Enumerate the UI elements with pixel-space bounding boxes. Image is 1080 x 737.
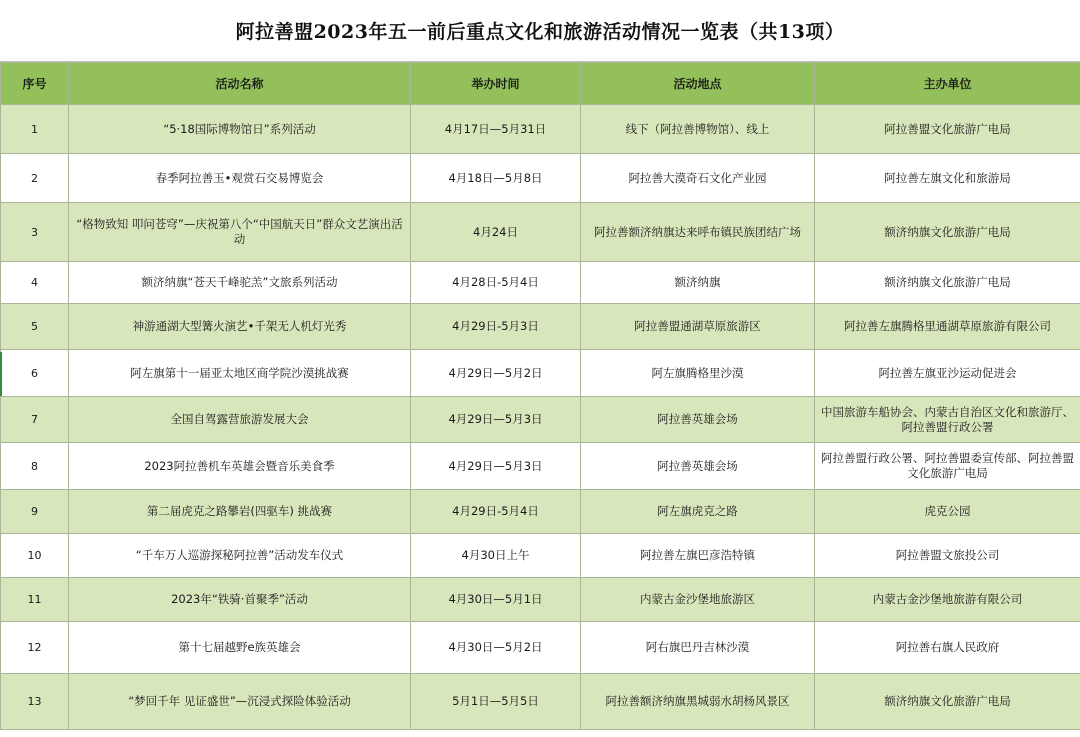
cell-host[interactable]: 额济纳旗文化旅游广电局	[815, 203, 1080, 262]
cell-num[interactable]: 11	[1, 578, 69, 622]
cell-num[interactable]: 1	[1, 105, 69, 154]
cell-num[interactable]: 2	[1, 154, 69, 203]
cell-activity-name[interactable]: 春季阿拉善玉•观赏石交易博览会	[69, 154, 411, 203]
cell-time[interactable]: 4月29日—5月2日	[411, 350, 581, 397]
cell-activity-name[interactable]: 全国自驾露营旅游发展大会	[69, 397, 411, 443]
cell-host[interactable]: 阿拉善右旗人民政府	[815, 622, 1080, 674]
cell-place[interactable]: 阿右旗巴丹吉林沙漠	[581, 622, 815, 674]
cell-host[interactable]: 中国旅游车船协会、内蒙古自治区文化和旅游厅、阿拉善盟行政公署	[815, 397, 1080, 443]
cell-activity-name[interactable]: 额济纳旗“苍天千峰驼羔”文旅系列活动	[69, 262, 411, 304]
sheet-title: 阿拉善盟2023年五一前后重点文化和旅游活动情况一览表（共13项）	[235, 21, 845, 43]
cell-place[interactable]: 额济纳旗	[581, 262, 815, 304]
cell-num[interactable]: 10	[1, 534, 69, 578]
cell-num[interactable]: 3	[1, 203, 69, 262]
header-cell-num[interactable]: 序号	[1, 63, 69, 105]
cell-time[interactable]: 4月18日—5月8日	[411, 154, 581, 203]
cell-num[interactable]: 4	[1, 262, 69, 304]
table-row	[1, 105, 1080, 154]
activity-table	[0, 62, 1080, 730]
table-row	[1, 304, 1080, 350]
cell-place[interactable]: 阿左旗腾格里沙漠	[581, 350, 815, 397]
cell-activity-name[interactable]: 第十七届越野e族英雄会	[69, 622, 411, 674]
cell-time[interactable]: 4月30日上午	[411, 534, 581, 578]
cell-time[interactable]: 5月1日—5月5日	[411, 674, 581, 730]
header-cell-name[interactable]: 活动名称	[69, 63, 411, 105]
cell-time[interactable]: 4月30日—5月1日	[411, 578, 581, 622]
cell-num[interactable]: 12	[1, 622, 69, 674]
cell-host[interactable]: 阿拉善左旗文化和旅游局	[815, 154, 1080, 203]
cell-host[interactable]: 阿拉善盟文旅投公司	[815, 534, 1080, 578]
cell-activity-name[interactable]: 神游通湖大型篝火演艺•千架无人机灯光秀	[69, 304, 411, 350]
cell-host[interactable]: 虎克公园	[815, 490, 1080, 534]
cell-time[interactable]: 4月29日—5月3日	[411, 443, 581, 490]
header-row	[1, 63, 1080, 105]
cell-time[interactable]: 4月28日-5月4日	[411, 262, 581, 304]
cell-host[interactable]: 阿拉善左旗亚沙运动促进会	[815, 350, 1080, 397]
cell-time[interactable]: 4月24日	[411, 203, 581, 262]
cell-activity-name[interactable]: “5·18国际博物馆日”系列活动	[69, 105, 411, 154]
cell-num[interactable]: 8	[1, 443, 69, 490]
table-row	[1, 397, 1080, 443]
cell-place[interactable]: 阿拉善英雄会场	[581, 443, 815, 490]
cell-activity-name[interactable]: 2023阿拉善机车英雄会暨音乐美食季	[69, 443, 411, 490]
cell-place[interactable]: 阿拉善盟通湖草原旅游区	[581, 304, 815, 350]
table-row	[1, 674, 1080, 730]
table-row	[1, 534, 1080, 578]
cell-host[interactable]: 阿拉善盟文化旅游广电局	[815, 105, 1080, 154]
table-row	[1, 490, 1080, 534]
cell-time[interactable]: 4月17日—5月31日	[411, 105, 581, 154]
selected-cell-edge-marker	[0, 352, 2, 396]
cell-num[interactable]: 9	[1, 490, 69, 534]
table-row	[1, 443, 1080, 490]
cell-host[interactable]: 额济纳旗文化旅游广电局	[815, 674, 1080, 730]
cell-activity-name[interactable]: “梦回千年 见证盛世”—沉浸式探险体验活动	[69, 674, 411, 730]
cell-time[interactable]: 4月30日—5月2日	[411, 622, 581, 674]
sheet-title-cell[interactable]	[0, 0, 1080, 62]
cell-time[interactable]: 4月29日—5月3日	[411, 397, 581, 443]
cell-host[interactable]: 阿拉善盟行政公署、阿拉善盟委宣传部、阿拉善盟文化旅游广电局	[815, 443, 1080, 490]
table-row	[1, 203, 1080, 262]
cell-time[interactable]: 4月29日-5月3日	[411, 304, 581, 350]
cell-host[interactable]: 额济纳旗文化旅游广电局	[815, 262, 1080, 304]
cell-time[interactable]: 4月29日-5月4日	[411, 490, 581, 534]
cell-activity-name[interactable]: 2023年“铁骑·首聚季”活动	[69, 578, 411, 622]
table-row	[1, 154, 1080, 203]
cell-host[interactable]: 内蒙古金沙堡地旅游有限公司	[815, 578, 1080, 622]
cell-activity-name[interactable]: 阿左旗第十一届亚太地区商学院沙漠挑战赛	[69, 350, 411, 397]
cell-place[interactable]: 阿拉善额济纳旗黑城弱水胡杨风景区	[581, 674, 815, 730]
cell-place[interactable]: 阿拉善大漠奇石文化产业园	[581, 154, 815, 203]
header-cell-host[interactable]: 主办单位	[815, 63, 1080, 105]
table-row	[1, 350, 1080, 397]
cell-num[interactable]: 13	[1, 674, 69, 730]
cell-host[interactable]: 阿拉善左旗腾格里通湖草原旅游有限公司	[815, 304, 1080, 350]
cell-place[interactable]: 阿左旗虎克之路	[581, 490, 815, 534]
cell-place[interactable]: 内蒙古金沙堡地旅游区	[581, 578, 815, 622]
header-cell-time[interactable]: 举办时间	[411, 63, 581, 105]
cell-activity-name[interactable]: 第二届虎克之路攀岩(四驱车) 挑战赛	[69, 490, 411, 534]
header-cell-place[interactable]: 活动地点	[581, 63, 815, 105]
table-row	[1, 262, 1080, 304]
table-row	[1, 622, 1080, 674]
cell-place[interactable]: 阿拉善英雄会场	[581, 397, 815, 443]
cell-num[interactable]: 5	[1, 304, 69, 350]
cell-activity-name[interactable]: “千车万人巡游探秘阿拉善”活动发车仪式	[69, 534, 411, 578]
cell-activity-name[interactable]: “格物致知 叩问苍穹”—庆祝第八个“中国航天日”群众文艺演出活动	[69, 203, 411, 262]
cell-num[interactable]: 7	[1, 397, 69, 443]
cell-place[interactable]: 阿拉善额济纳旗达来呼布镇民族团结广场	[581, 203, 815, 262]
cell-place[interactable]: 线下（阿拉善博物馆）、线上	[581, 105, 815, 154]
table-row	[1, 578, 1080, 622]
cell-place[interactable]: 阿拉善左旗巴彦浩特镇	[581, 534, 815, 578]
cell-num[interactable]: 6	[1, 350, 69, 397]
